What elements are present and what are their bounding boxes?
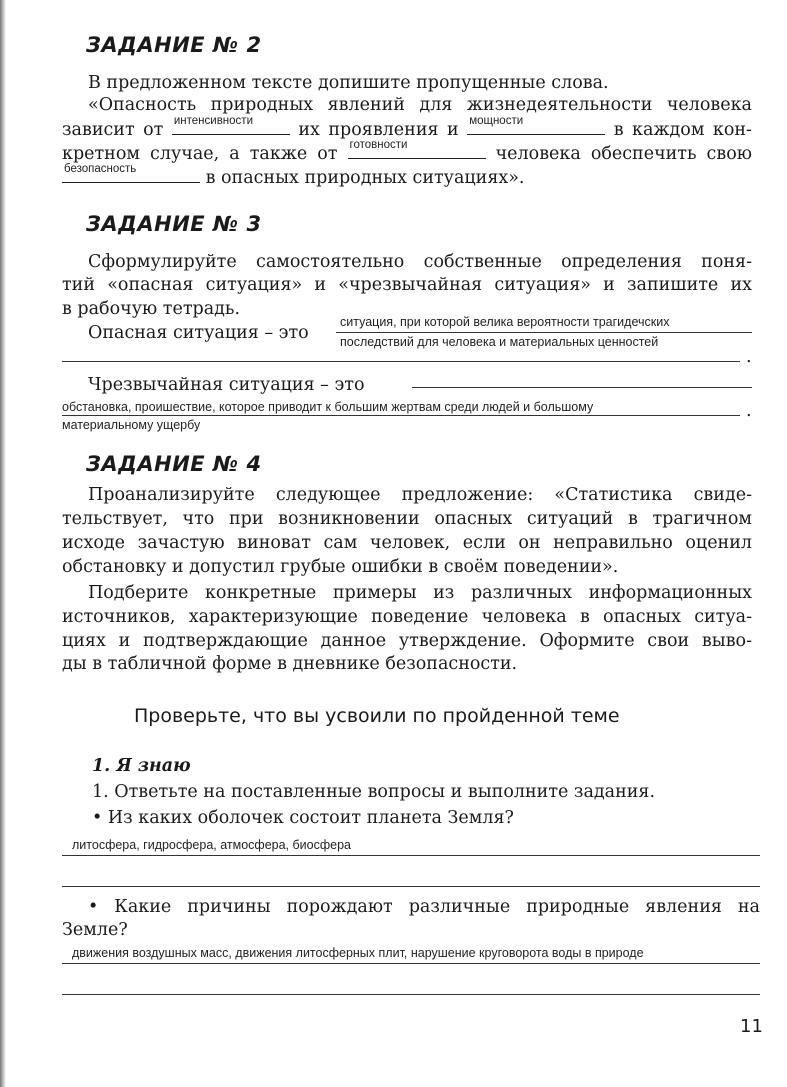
task2-text-line1: «Опасность природных явлений для жизнедеятельности человека	[88, 95, 752, 115]
question-2-line1: • Какие причины порождают различные природные явления на	[88, 897, 760, 917]
answer-blank[interactable]	[172, 115, 290, 135]
emergency-answer-2: материальному ущербу	[62, 418, 201, 432]
answer-text: интенсивности	[173, 115, 253, 127]
answer-line	[62, 361, 740, 362]
answer-line	[62, 994, 760, 995]
answer-text: мощности	[469, 115, 524, 127]
page-number: 11	[740, 1016, 763, 1037]
question-intro: 1. Ответьте на поставленные вопросы и выполните задания.	[92, 782, 656, 802]
answer-2: движения воздушных масс, движения литосферных плит, нарушение круговорота воды в природе	[72, 946, 644, 960]
answer-1: литосфера, гидросфера, атмосфера, биосфера	[72, 838, 351, 852]
answer-blank[interactable]	[62, 163, 200, 183]
task3-line1: Сформулируйте самостоятельно собственные определения поня-	[88, 252, 752, 272]
answer-blank[interactable]	[467, 115, 605, 135]
task4-line: циях и подтверждающие данное утверждение. Оформите свои выво-	[62, 631, 752, 651]
answer-text: безопасность	[64, 163, 137, 175]
answer-line	[62, 886, 760, 887]
task4-line: источников, характеризующие поведение человека в опасных ситуа-	[62, 607, 752, 627]
scan-edge	[0, 0, 6, 1087]
task4-line: Проанализируйте следующее предложение: «Статистика свиде-	[88, 485, 752, 505]
question-1: • Из каких оболочек состоит планета Земля?	[92, 808, 514, 828]
answer-line	[62, 855, 760, 856]
danger-answer-2: последствий для человека и материальных ценностей	[340, 335, 659, 349]
review-title: Проверьте, что вы усвоили по пройденной теме	[134, 705, 620, 727]
text: зависит от	[62, 120, 164, 140]
question-2-line2: Земле?	[62, 920, 128, 940]
answer-text: готовности	[349, 139, 408, 151]
text: в каждом кон-	[613, 120, 752, 140]
review-subheading: 1. Я знаю	[92, 756, 191, 776]
text: в опасных природных ситуациях».	[205, 168, 525, 188]
answer-blank[interactable]	[348, 139, 486, 159]
task2-instruction: В предложенном тексте допишите пропущенные слова.	[88, 73, 609, 93]
danger-label: Опасная ситуация – это	[88, 323, 309, 343]
task4-line: тельствует, что при возникновении опасных ситуаций в трагичном	[62, 509, 752, 529]
answer-line	[62, 963, 760, 964]
task4-line: исходе зачастую виноват сам человек, если он неправильно оценил	[62, 533, 752, 553]
task3-heading: ЗАДАНИЕ № 3	[86, 212, 262, 236]
danger-answer-1: ситуация, при которой велика вероятности трагидечских	[340, 315, 670, 329]
task2-heading: ЗАДАНИЕ № 2	[86, 33, 262, 57]
emergency-answer-1: обстановка, проишествие, которое приводит к большим жертвам среди людей и большому	[62, 400, 594, 414]
task3-line3: в рабочую тетрадь.	[62, 299, 241, 319]
task4-line: Подберите конкретные примеры из различных информационных	[88, 583, 752, 603]
task3-line2: тий «опасная ситуация» и «чрезвычайная ситуация» и запишите их	[62, 275, 752, 295]
answer-line	[336, 332, 752, 333]
dot: .	[746, 347, 752, 367]
task2-text-line4	[62, 163, 525, 189]
text: кретном случае, а также от	[62, 144, 338, 164]
answer-line	[412, 387, 752, 388]
text: человека обеспечить свою	[495, 144, 752, 164]
answer-line	[62, 415, 740, 416]
task2-text-line3	[62, 139, 752, 165]
task4-line: ды в табличной форме в дневнике безопасности.	[62, 654, 518, 674]
text: их проявления и	[298, 120, 459, 140]
emergency-label: Чрезвычайная ситуация – это	[88, 375, 365, 395]
dot: .	[746, 401, 752, 421]
task4-heading: ЗАДАНИЕ № 4	[86, 452, 262, 476]
task4-line: обстановку и допустил грубые ошибки в своём поведении».	[62, 557, 619, 577]
